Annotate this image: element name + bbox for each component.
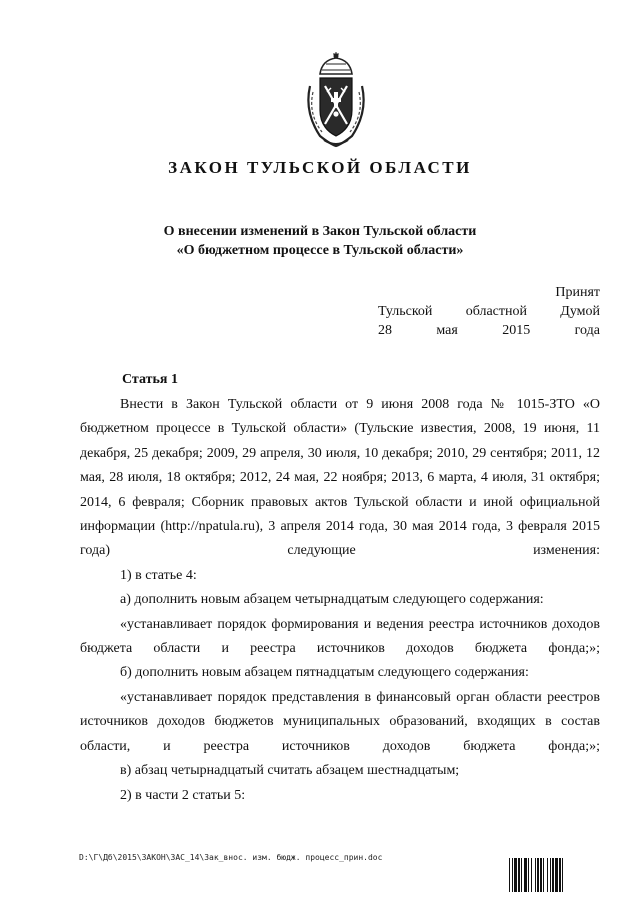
document-barcode — [508, 858, 600, 892]
amendment-item-2: 2) в части 2 статьи 5: — [120, 787, 246, 803]
adopted-word: Тульской — [378, 304, 433, 319]
quoted-text-2: «устанавливает порядок представления в финансовый орган области реестров источников доходов бюджетов муниципальных образований, входящих в состав области, и реестра источников доходов бюджета фонда;»; — [80, 689, 600, 754]
adopted-date-word: 2015 — [502, 323, 531, 338]
quoted-text-1: «устанавливает порядок формирования и ведения реестра источников доходов бюджета области и реестра источников доходов бюджета фонда;»; — [80, 616, 600, 657]
file-path-footer: D:\Г\Дб\2015\ЗАКОН\ЗАС_14\Зак_внос. изм. бюдж. процесс_прин.doc — [79, 853, 383, 862]
adopted-by-row — [378, 302, 600, 321]
law-subject — [0, 222, 640, 260]
amendment-item-1b: б) дополнить новым абзацем пятнадцатым следующего содержания: — [120, 665, 529, 681]
article-heading: Статья 1 — [122, 372, 178, 387]
adoption-block — [378, 283, 600, 340]
adopted-word: областной — [465, 304, 527, 319]
amendment-item-1: 1) в статье 4: — [120, 567, 197, 583]
adopted-date-word: мая — [436, 323, 458, 338]
adopted-label: Принят — [555, 285, 600, 300]
adopted-date-word: 28 — [378, 323, 392, 338]
subject-line-1: О внесении изменений в Закон Тульской области — [163, 224, 477, 239]
adopted-date-word: года — [574, 323, 600, 338]
subject-line-2: «О бюджетном процессе в Тульской области» — [176, 243, 464, 258]
adopted-date-row — [378, 321, 600, 340]
coat-of-arms-emblem — [300, 52, 372, 148]
amendment-item-1a: а) дополнить новым абзацем четырнадцатым следующего содержания: — [120, 592, 544, 608]
law-title: ЗАКОН ТУЛЬСКОЙ ОБЛАСТИ — [168, 158, 472, 177]
amendment-item-1v: в) абзац четырнадцатый считать абзацем шестнадцатым; — [120, 763, 460, 779]
article-body — [80, 393, 600, 808]
intro-paragraph: Внести в Закон Тульской области от 9 июня 2008 года № 1015-ЗТО «О бюджетном процессе в Тульской области» (Тульские известия, 2008, 19 июня, 11 декабря, 25 декабря; 2009, 29 апреля, 30 июля, 10 декабря; 2010, 29 сентября; 2011, 12 мая, 28 июля, 18 октября; 2012, 24 мая, 22 ноября; 2013, 6 марта, 4 июля, 31 октября; 2014, 6 февраля; Сборник правовых актов Тульской области и иной официальной информации (http://npatula.ru), 3 апреля 2014 года, 30 мая 2014 года, 3 февраля 2015 года) следующие изменения: — [80, 397, 600, 559]
adopted-word: Думой — [560, 304, 600, 319]
